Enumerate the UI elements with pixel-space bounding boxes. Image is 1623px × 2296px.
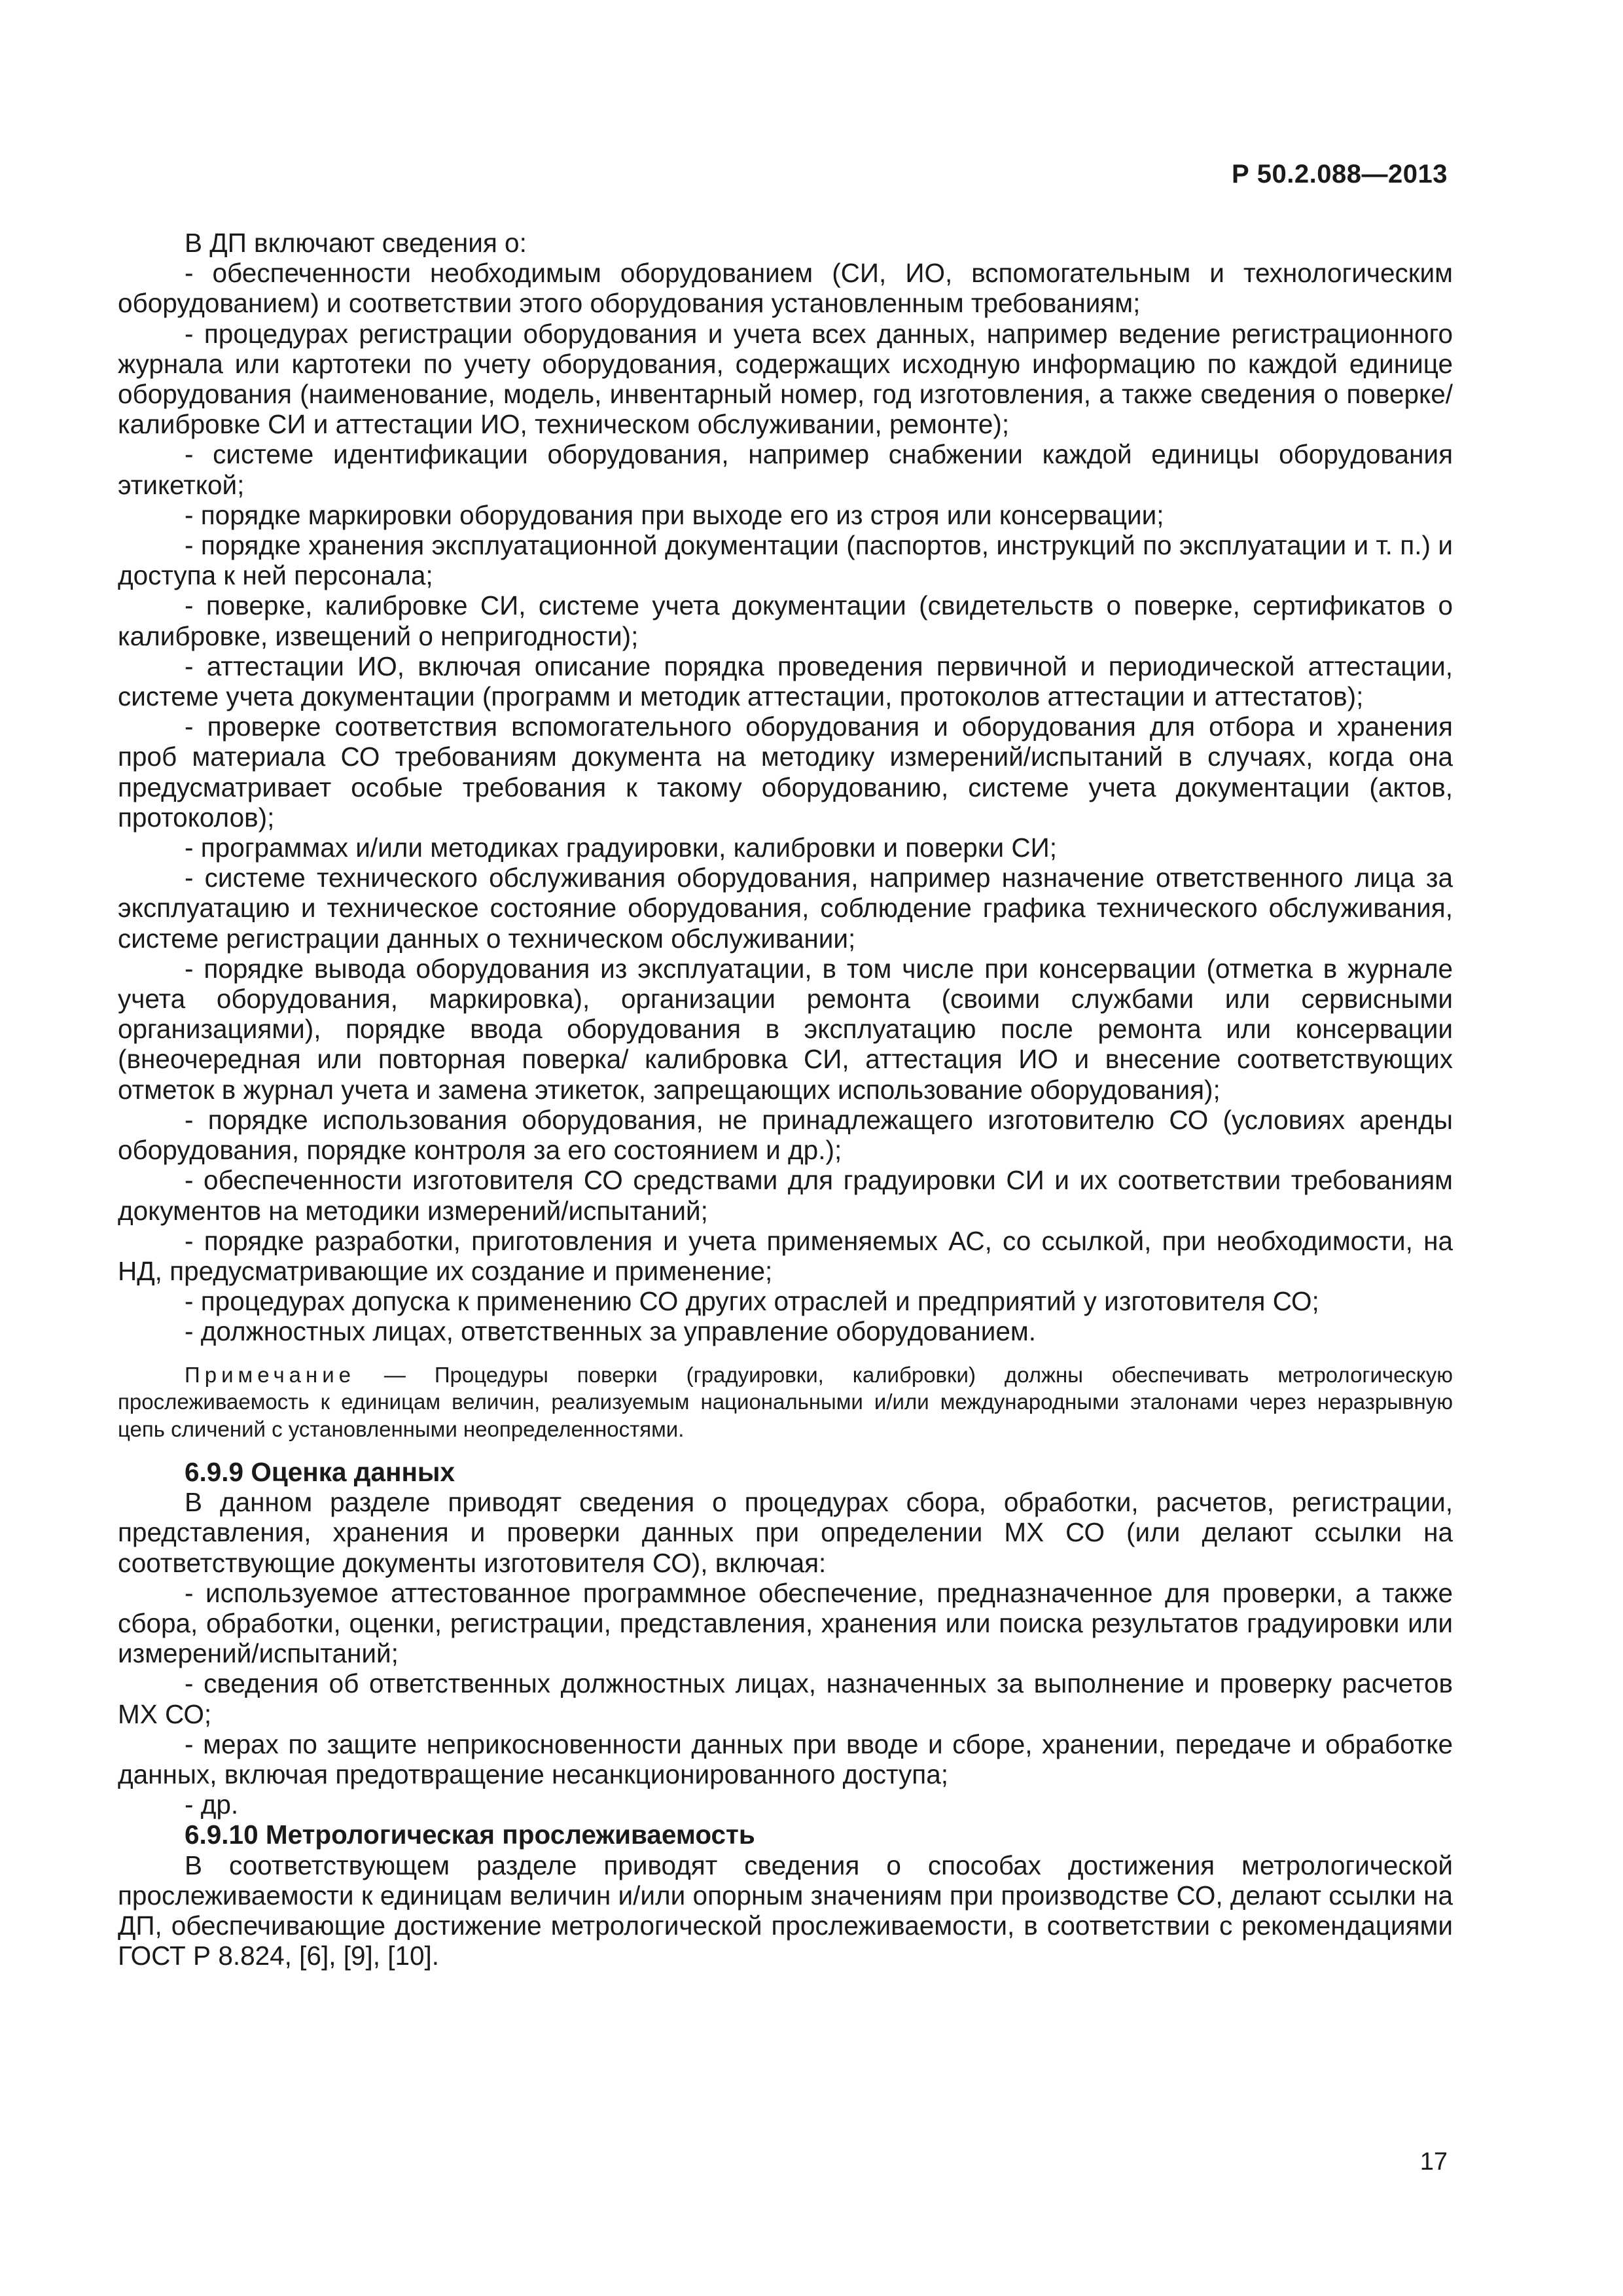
list-item: - должностных лицах, ответственных за управление оборудованием. (185, 1316, 1037, 1347)
list-item: - порядке хранения эксплуатационной документации (паспортов, инструкций по эксплуатации и т. п.) и доступа к ней персонала; (118, 530, 1453, 591)
list-item: - системе идентификации оборудования, например снабжении каждой единицы оборудования этикеткой; (118, 439, 1453, 500)
list-item: - др. (185, 1789, 239, 1820)
list-item: - системе технического обслуживания оборудования, например назначение ответственного лица за эксплуатацию и техническое состояние оборудования, соблюдение графика технического обслуживания, системе регистрации данных о техническом обслуживании; (118, 863, 1453, 954)
list-item: - порядке маркировки оборудования при выходе его из строя или консервации; (185, 499, 1164, 530)
list-item: - аттестации ИО, включая описание порядка проведения первичной и периодической аттестации, системе учета документации (программ и методик аттестации, протоколов аттестации и аттестатов); (118, 651, 1453, 712)
list-item: - поверке, калибровке СИ, системе учета документации (свидетельств о поверке, сертификатов о калибровке, извещений о непригодности); (118, 590, 1453, 651)
list-item: - сведения об ответственных должностных лицах, назначенных за выполнение и проверку расчетов МХ СО; (118, 1668, 1453, 1729)
list-item: - используемое аттестованное программное обеспечение, предназначенное для проверки, а также сбора, обработки, оценки, регистрации, представления, хранения или поиска результатов градуировки или измерений/испытаний; (118, 1577, 1453, 1669)
note-label: Примечание (185, 1362, 356, 1387)
document-code: Р 50.2.088—2013 (1232, 160, 1448, 188)
list-item: - порядке разработки, приготовления и учета применяемых АС, со ссылкой, при необходимости, на НД, предусматривающие их создание и применение; (118, 1225, 1453, 1286)
list-item: - мерах по защите неприкосновенности данных при вводе и сборе, хранении, передаче и обработке данных, включая предотвращение несанкционированного доступа; (118, 1729, 1453, 1790)
list-item: - проверке соответствия вспомогательного оборудования и оборудования для отбора и хранения проб материала СО требованиям документа на методику измерений/испытаний в случаях, когда она предусматривает особые требования к такому оборудованию, системе учета документации (актов, протоколов); (118, 711, 1453, 833)
list-item: - обеспеченности изготовителя СО средствами для градуировки СИ и их соответствии требованиям документов на методики измерений/испытаний; (118, 1165, 1453, 1226)
page-number: 17 (1419, 2148, 1448, 2176)
list-item: - обеспеченности необходимым оборудованием (СИ, ИО, вспомогательным и технологическим оборудованием) и соответствии этого оборудования установленным требованиям; (118, 258, 1453, 319)
list-item: - процедурах допуска к применению СО других отраслей и предприятий у изготовителя СО; (185, 1286, 1319, 1317)
list-item: - программах и/или методиках градуировки, калибровки и поверки СИ; (185, 833, 1058, 863)
intro-paragraph: В ДП включают сведения о: (185, 228, 527, 258)
list-item: - порядке использования оборудования, не принадлежащего изготовителю СО (условиях аренды оборудования, порядке контроля за его состоянием и др.); (118, 1104, 1453, 1166)
note-text: — Процедуры поверки (градуировки, калибровки) должны обеспечивать метрологическую прослеживаемость к единицам величин, реализуемым национальными и/или международными эталонами через неразрывную цепь сличений с установленными неопределенностями. (118, 1362, 1453, 1441)
list-item: - порядке вывода оборудования из эксплуатации, в том числе при консервации (отметка в журнале учета оборудования, маркировка), организации ремонта (своими службами или сервисными организациями), порядке ввода оборудования в эксплуатацию после ремонта или консервации (внеочередная или повторная поверка/ калибровка СИ, аттестация ИО и внесение соответствующих отметок в журнал учета и замена этикеток, запрещающих использование оборудования); (118, 953, 1453, 1105)
list-item: - процедурах регистрации оборудования и учета всех данных, например ведение регистрационного журнала или картотеки по учету оборудования, содержащих исходную информацию по каждой единице оборудования (наименование, модель, инвентарный номер, год изготовления, а также сведения о поверке/калибровке СИ и аттестации ИО, техническом обслуживании, ремонте); (118, 318, 1453, 440)
note-block (118, 1361, 1453, 1443)
section-paragraph: В данном разделе приводят сведения о процедурах сбора, обработки, расчетов, регистрации, представления, хранения и проверки данных при определении МХ СО (или делают ссылки на соответствующие документы изготовителя СО), включая: (118, 1487, 1453, 1578)
document-body (118, 228, 1453, 1971)
section-paragraph: В соответствующем разделе приводят сведения о способах достижения метрологической прослеживаемости к единицам величин и/или опорным значениям при производстве СО, делают ссылки на ДП, обеспечивающие достижение метрологической прослеживаемости, в соответствии с рекомендациями ГОСТ Р 8.824, [6], [9], [10]. (118, 1850, 1453, 1971)
section-heading: 6.9.9 Оценка данных (185, 1457, 455, 1488)
section-heading: 6.9.10 Метрологическая прослеживаемость (185, 1820, 755, 1850)
